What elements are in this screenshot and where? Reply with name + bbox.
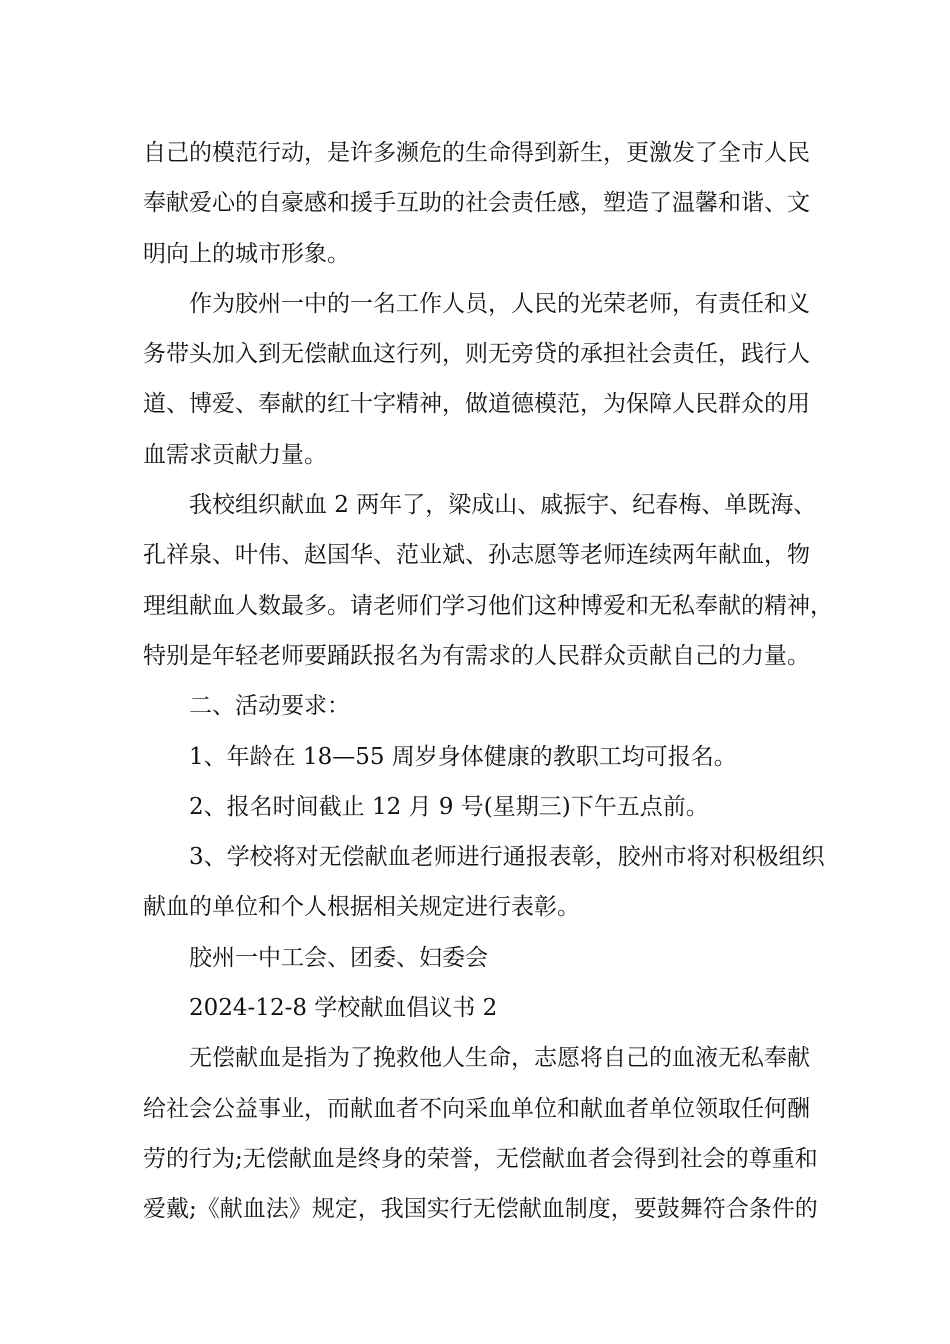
text-line: 3、学校将对无偿献血老师进行通报表彰，胶州市将对积极组织: [189, 844, 825, 871]
text-line: 爱戴;《献血法》规定，我国实行无偿献血制度，要鼓舞符合条件的: [143, 1196, 818, 1223]
text-line: 血需求贡献力量。: [143, 441, 327, 468]
text-line: 明向上的城市形象。: [143, 240, 350, 267]
text-line: 我校组织献血 2 两年了，梁成山、戚振宇、纪春梅、单既海、: [189, 492, 817, 519]
text-line: 奉献爱心的自豪感和援手互助的社会责任感，塑造了温馨和谐、文: [143, 190, 810, 217]
text-line: 特别是年轻老师要踊跃报名为有需求的人民群众贡献自己的力量。: [143, 642, 810, 669]
document-body: [143, 128, 833, 1235]
text-line: 无偿献血是指为了挽救他人生命，志愿将自己的血液无私奉献: [189, 1045, 810, 1072]
text-line: 道、博爱、奉献的红十字精神，做道德模范，为保障人民群众的用: [143, 391, 810, 418]
text-line: 务带头加入到无偿献血这行列，则无旁贷的承担社会责任，践行人: [143, 341, 810, 368]
text-line: 自己的模范行动，是许多濒危的生命得到新生，更激发了全市人民: [143, 140, 810, 166]
text-line: 孔祥泉、叶伟、赵国华、范业斌、孙志愿等老师连续两年献血，物: [143, 542, 810, 569]
text-line: 1、年龄在 18—55 周岁身体健康的教职工均可报名。: [189, 743, 737, 770]
text-line: 2、报名时间截止 12 月 9 号(星期三)下午五点前。: [189, 793, 709, 820]
text-line: 献血的单位和个人根据相关规定进行表彰。: [143, 894, 580, 921]
text-line: 理组献血人数最多。请老师们学习他们这种博爱和无私奉献的精神，: [143, 592, 833, 619]
text-line: 二、活动要求：: [189, 693, 350, 720]
text-line: 劳的行为;无偿献血是终身的荣誉，无偿献血者会得到社会的尊重和: [143, 1145, 818, 1172]
text-line: 胶州一中工会、团委、妇委会: [189, 944, 488, 971]
text-line: 给社会公益事业，而献血者不向采血单位和献血者单位领取任何酬: [143, 1095, 810, 1122]
text-line: 2024-12-8 学校献血倡议书 2: [189, 995, 498, 1022]
text-line: 作为胶州一中的一名工作人员，人民的光荣老师，有责任和义: [189, 290, 810, 317]
